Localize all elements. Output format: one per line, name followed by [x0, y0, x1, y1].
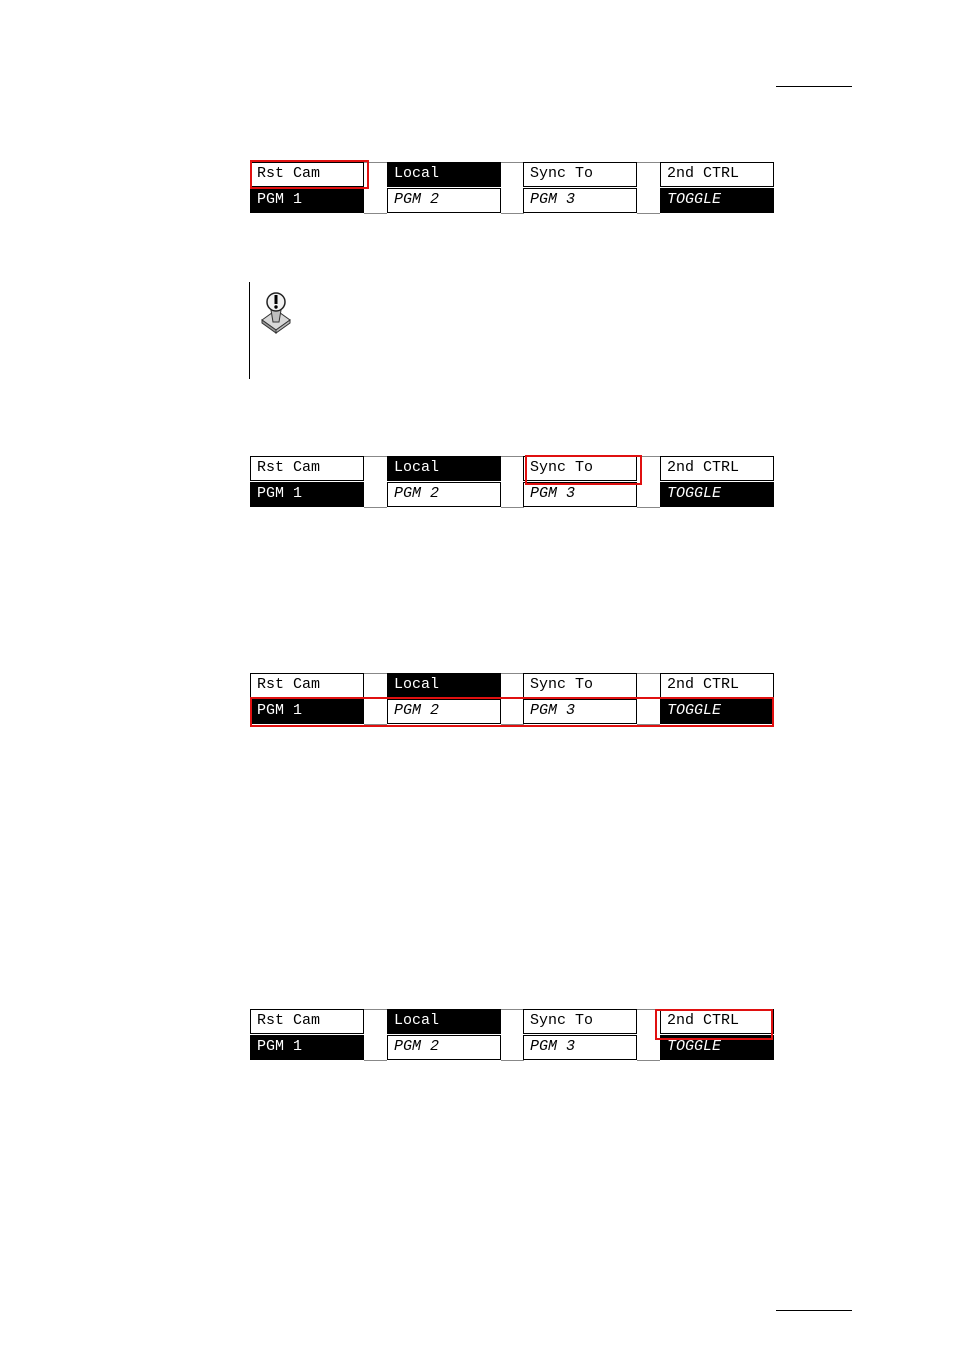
- footer-rule: [776, 1310, 852, 1311]
- toggle-key[interactable]: TOGGLE: [660, 699, 774, 724]
- sync-to-key[interactable]: Sync To: [523, 456, 637, 481]
- toggle-key[interactable]: TOGGLE: [660, 188, 774, 213]
- pgm-2-key[interactable]: PGM 2: [387, 699, 501, 724]
- cell-gap: [364, 1009, 387, 1061]
- sync-to-key[interactable]: Sync To: [523, 1009, 637, 1034]
- pgm-1-key[interactable]: PGM 1: [250, 699, 364, 724]
- highlight-2nd-ctrl: [655, 1009, 773, 1040]
- pgm-1-key[interactable]: PGM 1: [250, 188, 364, 213]
- pgm-1-key[interactable]: PGM 1: [250, 1035, 364, 1060]
- toggle-key[interactable]: TOGGLE: [660, 482, 774, 507]
- highlight-sync-to: [525, 455, 642, 485]
- pgm-2-key[interactable]: PGM 2: [387, 188, 501, 213]
- lcd-panel-1: [250, 162, 774, 214]
- pgm-3-key[interactable]: PGM 3: [523, 699, 637, 724]
- pgm-3-key[interactable]: PGM 3: [523, 1035, 637, 1060]
- local-key[interactable]: Local: [387, 673, 501, 698]
- highlight-bottom-row: [250, 697, 774, 727]
- 2nd-ctrl-key[interactable]: 2nd CTRL: [660, 673, 774, 698]
- cell-gap: [501, 162, 524, 214]
- sync-to-key[interactable]: Sync To: [523, 673, 637, 698]
- cell-gap: [501, 1009, 524, 1061]
- 2nd-ctrl-key[interactable]: 2nd CTRL: [660, 162, 774, 187]
- lcd-panel-4: [250, 1009, 774, 1061]
- local-key[interactable]: Local: [387, 1009, 501, 1034]
- rst-cam-key[interactable]: Rst Cam: [250, 456, 364, 481]
- rst-cam-key[interactable]: Rst Cam: [250, 673, 364, 698]
- note-margin-rule: [249, 282, 250, 379]
- 2nd-ctrl-key[interactable]: 2nd CTRL: [660, 456, 774, 481]
- lcd-panel-2: [250, 456, 774, 508]
- sync-to-key[interactable]: Sync To: [523, 162, 637, 187]
- cell-gap: [364, 456, 387, 508]
- cell-gap: [637, 162, 660, 214]
- cell-gap: [501, 456, 524, 508]
- pgm-2-key[interactable]: PGM 2: [387, 1035, 501, 1060]
- toggle-key[interactable]: TOGGLE: [660, 1035, 774, 1060]
- header-rule: [776, 86, 852, 87]
- lcd-panel-3: [250, 673, 774, 725]
- rst-cam-key[interactable]: Rst Cam: [250, 162, 364, 187]
- local-key[interactable]: Local: [387, 162, 501, 187]
- rst-cam-key[interactable]: Rst Cam: [250, 1009, 364, 1034]
- highlight-rst-cam: [250, 160, 369, 189]
- 2nd-ctrl-key[interactable]: 2nd CTRL: [660, 1009, 774, 1034]
- pgm-3-key[interactable]: PGM 3: [523, 482, 637, 507]
- pgm-3-key[interactable]: PGM 3: [523, 188, 637, 213]
- pgm-2-key[interactable]: PGM 2: [387, 482, 501, 507]
- local-key[interactable]: Local: [387, 456, 501, 481]
- pgm-1-key[interactable]: PGM 1: [250, 482, 364, 507]
- note-warning-icon: [258, 290, 294, 334]
